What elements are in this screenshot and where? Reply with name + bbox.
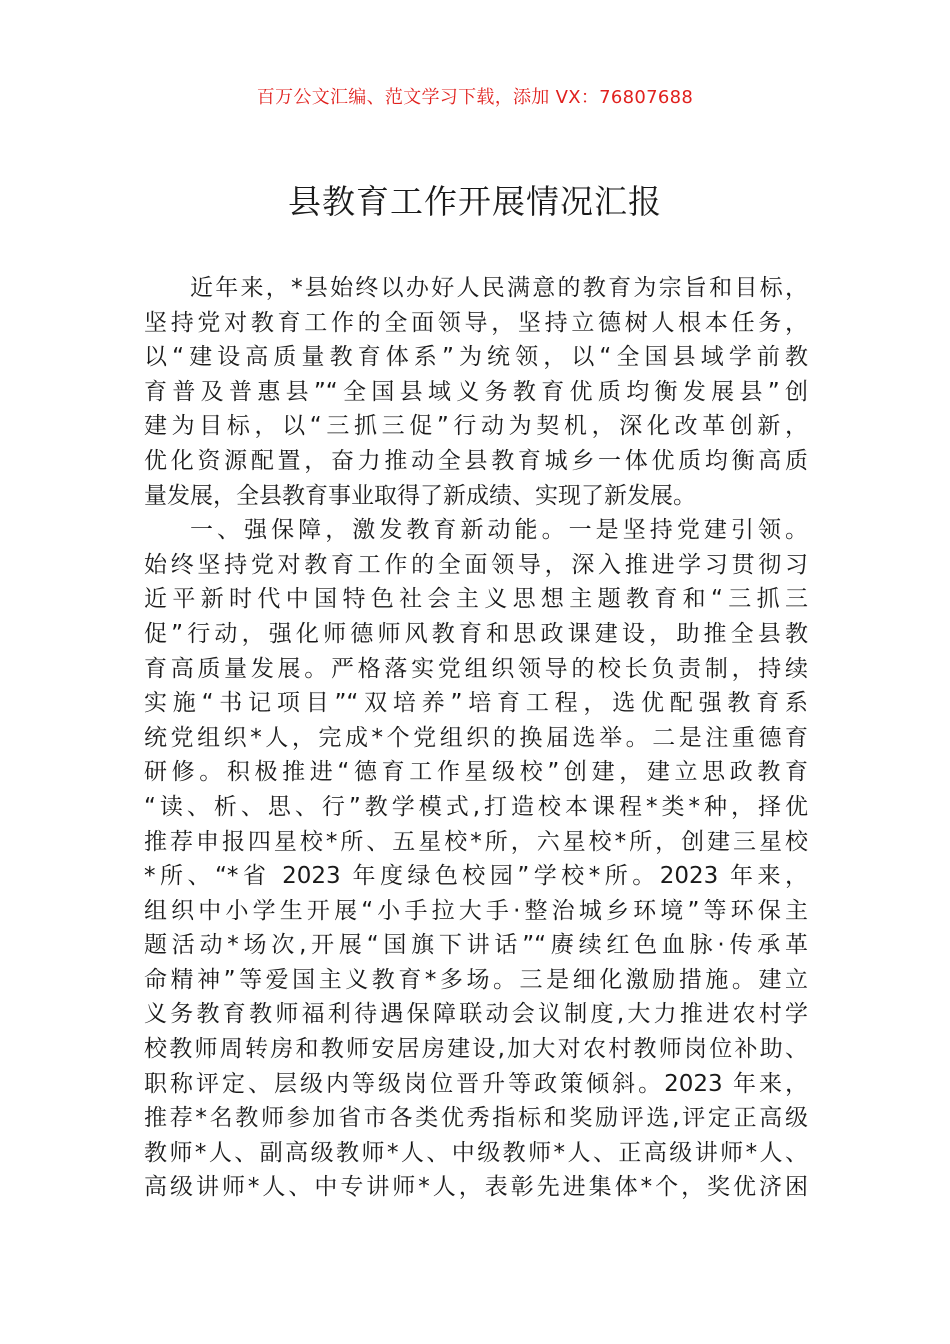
text-line: 育高质量发展。严格落实党组织领导的校长负责制，持续 (144, 655, 808, 682)
text-line: 近平新时代中国特色社会主义思想主题教育和“三抓三 (144, 586, 808, 613)
text-line: *所、“*省 2023 年度绿色校园”学校*所。2023 年来， (144, 863, 808, 890)
text-line: 研修。积极推进“德育工作星级校”创建，建立思政教育 (144, 759, 808, 786)
text-line: 组织中小学生开展“小手拉大手·整治城乡环境”等环保主 (144, 897, 808, 924)
text-line: 推荐申报四星校*所、五星校*所，六星校*所，创建三星校 (144, 828, 808, 855)
text-line: 以“建设高质量教育体系”为统领，以“全国县域学前教 (144, 344, 808, 371)
text-line: 促”行动，强化师德师风教育和思政课建设，助推全县教 (144, 620, 808, 647)
text-line: 义务教育教师福利待遇保障联动会议制度,大力推进农村学 (144, 1001, 808, 1028)
text-line: 教师*人、副高级教师*人、中级教师*人、正高级讲师*人、 (144, 1139, 808, 1166)
text-line: 推荐*名教师参加省市各类优秀指标和奖励评选,评定正高级 (144, 1105, 808, 1132)
text-line: 统党组织*人，完成*个党组织的换届选举。二是注重德育 (144, 724, 808, 751)
body-text (144, 271, 808, 1205)
header-note: 百万公文汇编、范文学习下载，添加 VX：76807688 (256, 87, 694, 108)
text-line: 职称评定、层级内等级岗位晋升等政策倾斜。2023 年来， (144, 1070, 808, 1097)
text-line: 近年来，*县始终以办好人民满意的教育为宗旨和目标， (190, 275, 808, 301)
section-heading-line: 一、强保障，激发教育新动能。一是坚持党建引领。 (190, 517, 808, 544)
text-line: 校教师周转房和教师安居房建设,加大对农村教师岗位补助、 (144, 1036, 808, 1063)
text-line: “读、析、思、行”教学模式,打造校本课程*类*种，择优 (144, 793, 808, 820)
text-line: 坚持党对教育工作的全面领导，坚持立德树人根本任务， (144, 309, 808, 336)
text-line: 始终坚持党对教育工作的全面领导，深入推进学习贯彻习 (144, 551, 808, 578)
text-line: 量发展，全县教育事业取得了新成绩、实现了新发展。 (144, 482, 696, 509)
text-line: 题活动*场次,开展“国旗下讲话”“赓续红色血脉·传承革 (144, 932, 808, 959)
text-line: 育普及普惠县”“全国县域义务教育优质均衡发展县”创 (144, 378, 808, 405)
text-line: 建为目标，以“三抓三促”行动为契机，深化改革创新， (144, 413, 808, 440)
text-line: 实施“书记项目”“双培养”培育工程，选优配强教育系 (144, 690, 808, 717)
text-line: 优化资源配置，奋力推动全县教育城乡一体优质均衡高质 (144, 447, 808, 474)
text-line: 命精神”等爱国主义教育*多场。三是细化激励措施。建立 (144, 966, 808, 993)
page-title: 县教育工作开展情况汇报 (288, 182, 662, 221)
text-line: 高级讲师*人、中专讲师*人，表彰先进集体*个，奖优济困 (144, 1174, 808, 1201)
